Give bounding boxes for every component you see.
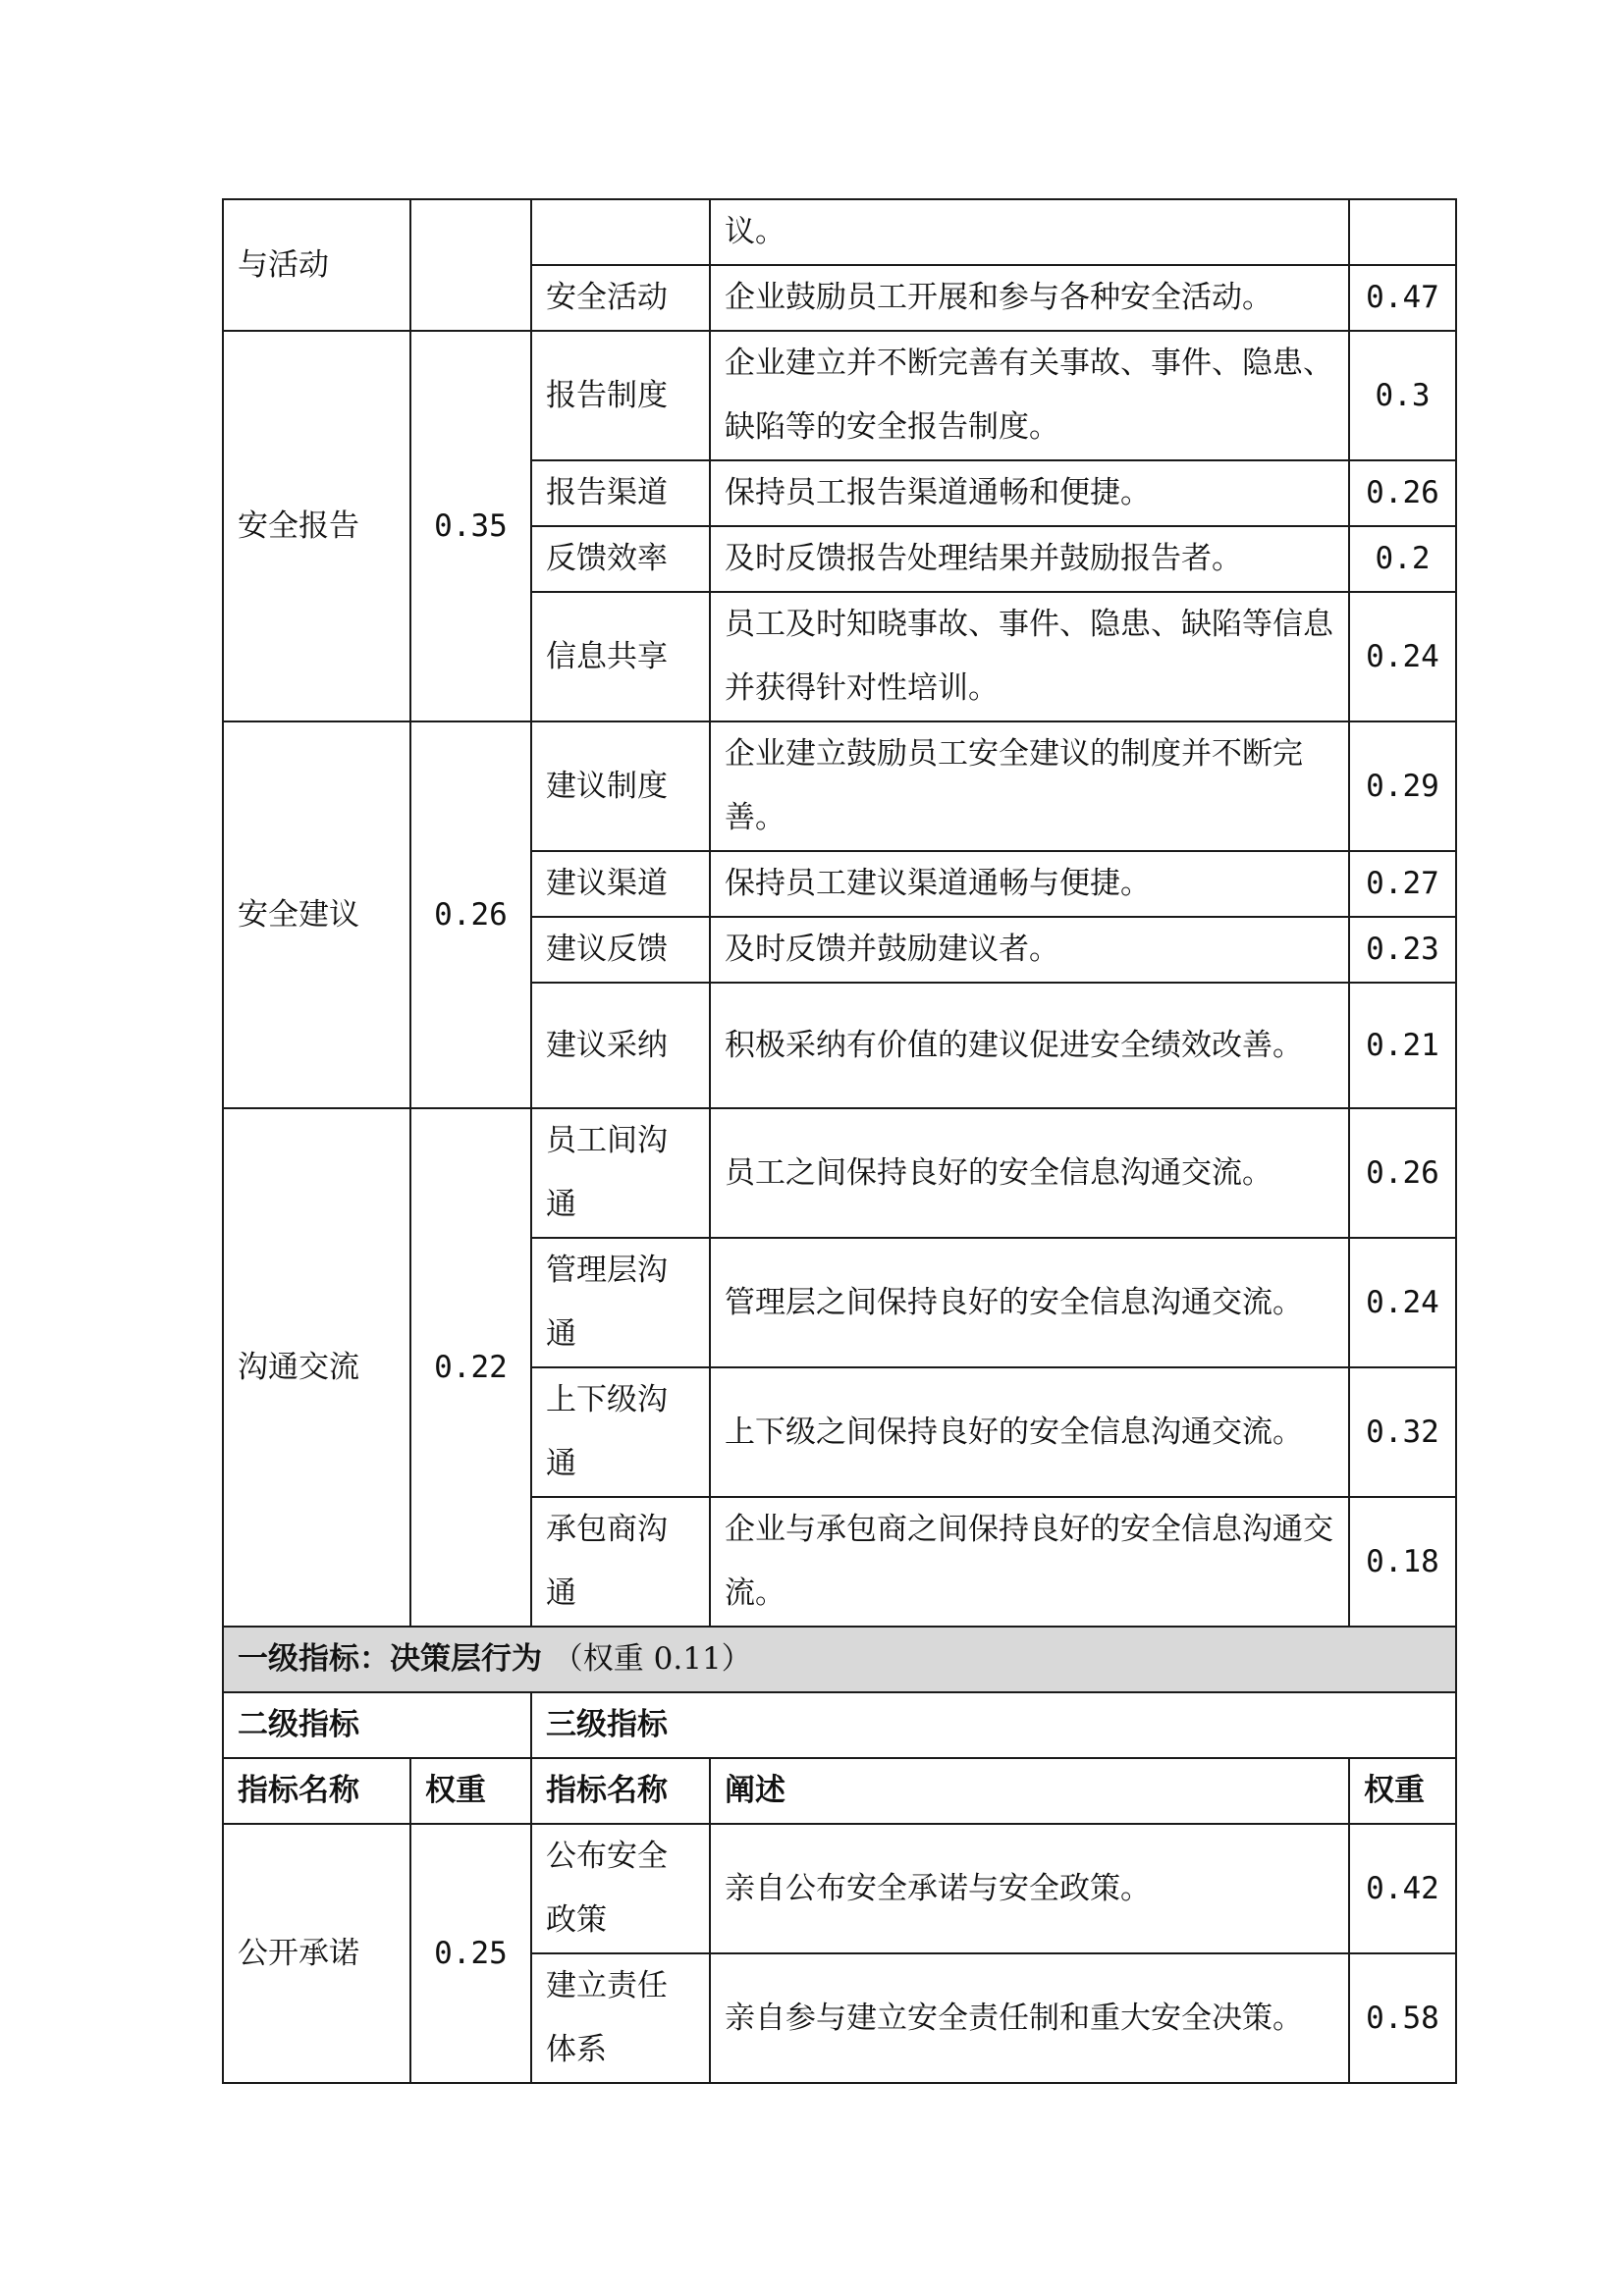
- level3-weight-cell: [1349, 199, 1456, 265]
- table-row: [223, 199, 1456, 265]
- level2-name-cell: 安全报告: [223, 331, 410, 721]
- level2-weight-cell: 0.35: [410, 331, 531, 721]
- level3-name-cell: 信息共享: [531, 592, 710, 721]
- level3-weight-cell: 0.2: [1349, 526, 1456, 592]
- level3-name-cell: 员工间沟通: [531, 1108, 710, 1238]
- level3-desc-cell: 企业建立鼓励员工安全建议的制度并不断完善。: [710, 721, 1349, 851]
- level3-weight-cell: 0.26: [1349, 460, 1456, 526]
- table-row: [223, 1108, 1456, 1238]
- table-row: [223, 1824, 1456, 1953]
- level3-weight-cell: 0.23: [1349, 917, 1456, 983]
- level3-weight-cell: 0.29: [1349, 721, 1456, 851]
- level3-desc-cell: 员工之间保持良好的安全信息沟通交流。: [710, 1108, 1349, 1238]
- level2-weight-cell: 0.26: [410, 721, 531, 1108]
- level3-weight-cell: 0.21: [1349, 983, 1456, 1108]
- level3-desc-cell: 积极采纳有价值的建议促进安全绩效改善。: [710, 983, 1349, 1108]
- level3-name-cell: 建议制度: [531, 721, 710, 851]
- level3-name-cell: [531, 199, 710, 265]
- level2-weight-cell: [410, 199, 531, 331]
- level2-name-cell: 公开承诺: [223, 1824, 410, 2083]
- level3-name-cell: 上下级沟通: [531, 1367, 710, 1497]
- level3-desc-cell: 企业与承包商之间保持良好的安全信息沟通交流。: [710, 1497, 1349, 1627]
- level2-name-cell: 与活动: [223, 199, 410, 331]
- level2-weight-cell: 0.25: [410, 1824, 531, 2083]
- level2-weight-cell: 0.22: [410, 1108, 531, 1627]
- level3-desc-cell: 企业建立并不断完善有关事故、事件、隐患、缺陷等的安全报告制度。: [710, 331, 1349, 460]
- column-header-row: [223, 1758, 1456, 1824]
- level3-name-cell: 承包商沟通: [531, 1497, 710, 1627]
- col-header-name: 指标名称: [223, 1758, 410, 1824]
- level3-weight-cell: 0.42: [1349, 1824, 1456, 1953]
- level3-desc-cell: 员工及时知晓事故、事件、隐患、缺陷等信息并获得针对性培训。: [710, 592, 1349, 721]
- level2-header: 二级指标: [223, 1692, 531, 1758]
- level3-desc-cell: 保持员工建议渠道通畅与便捷。: [710, 851, 1349, 917]
- level3-weight-cell: 0.27: [1349, 851, 1456, 917]
- col-header-weight3: 权重: [1349, 1758, 1456, 1824]
- table-row: [223, 331, 1456, 460]
- level3-name-cell: 反馈效率: [531, 526, 710, 592]
- level2-name-cell: 安全建议: [223, 721, 410, 1108]
- level3-name-cell: 报告渠道: [531, 460, 710, 526]
- level3-weight-cell: 0.24: [1349, 592, 1456, 721]
- level3-name-cell: 建议采纳: [531, 983, 710, 1108]
- level3-name-cell: 报告制度: [531, 331, 710, 460]
- level3-name-cell: 公布安全政策: [531, 1824, 710, 1953]
- level3-desc-cell: 保持员工报告渠道通畅和便捷。: [710, 460, 1349, 526]
- level2-name-cell: 沟通交流: [223, 1108, 410, 1627]
- level-header-row: [223, 1692, 1456, 1758]
- col-header-desc: 阐述: [710, 1758, 1349, 1824]
- level3-desc-cell: 及时反馈并鼓励建议者。: [710, 917, 1349, 983]
- level3-desc-cell: 议。: [710, 199, 1349, 265]
- col-header-weight: 权重: [410, 1758, 531, 1824]
- level3-header: 三级指标: [531, 1692, 1456, 1758]
- level3-desc-cell: 企业鼓励员工开展和参与各种安全活动。: [710, 265, 1349, 331]
- level3-weight-cell: 0.3: [1349, 331, 1456, 460]
- level3-name-cell: 管理层沟通: [531, 1238, 710, 1367]
- level3-weight-cell: 0.18: [1349, 1497, 1456, 1627]
- level3-weight-cell: 0.24: [1349, 1238, 1456, 1367]
- table-row: [223, 721, 1456, 851]
- section-weight-note: （权重 0.11）: [552, 1641, 752, 1677]
- level3-desc-cell: 管理层之间保持良好的安全信息沟通交流。: [710, 1238, 1349, 1367]
- level3-weight-cell: 0.58: [1349, 1953, 1456, 2083]
- level3-weight-cell: 0.32: [1349, 1367, 1456, 1497]
- indicator-table: [222, 198, 1457, 2084]
- col-header-name3: 指标名称: [531, 1758, 710, 1824]
- level3-name-cell: 建议反馈: [531, 917, 710, 983]
- level3-name-cell: 建议渠道: [531, 851, 710, 917]
- level3-name-cell: 建立责任体系: [531, 1953, 710, 2083]
- section-title-cell: [223, 1627, 1456, 1692]
- level3-name-cell: 安全活动: [531, 265, 710, 331]
- section-title: 一级指标：决策层行为: [238, 1641, 542, 1677]
- level3-desc-cell: 亲自参与建立安全责任制和重大安全决策。: [710, 1953, 1349, 2083]
- level3-desc-cell: 亲自公布安全承诺与安全政策。: [710, 1824, 1349, 1953]
- level3-desc-cell: 上下级之间保持良好的安全信息沟通交流。: [710, 1367, 1349, 1497]
- level3-weight-cell: 0.47: [1349, 265, 1456, 331]
- level3-desc-cell: 及时反馈报告处理结果并鼓励报告者。: [710, 526, 1349, 592]
- level3-weight-cell: 0.26: [1349, 1108, 1456, 1238]
- section-header-row: [223, 1627, 1456, 1692]
